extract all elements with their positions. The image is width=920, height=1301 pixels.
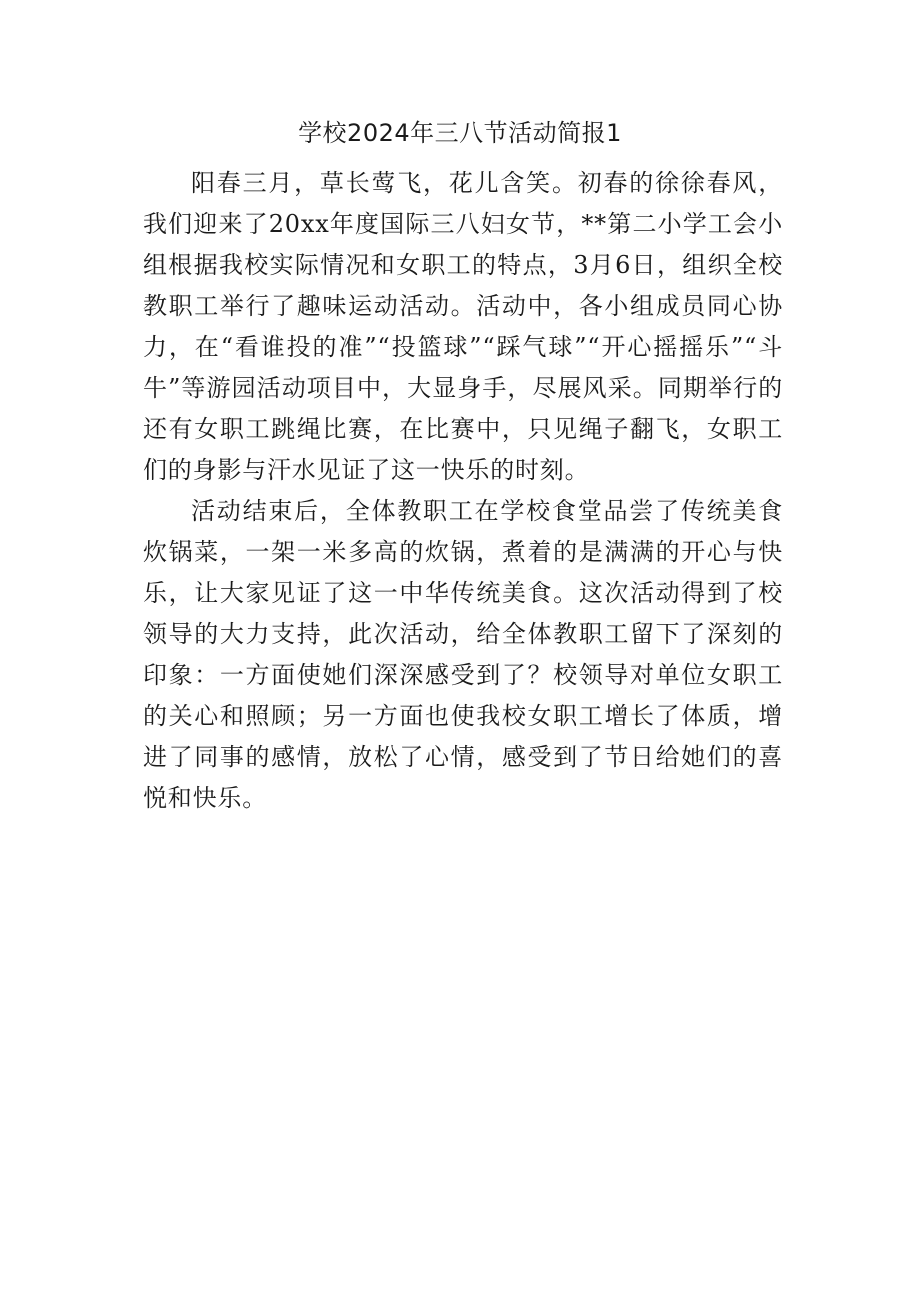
paragraph-2: 活动结束后，全体教职工在学校食堂品尝了传统美食炊锅菜，一架一米多高的炊锅，煮着的是满满的开心与快乐，让大家见证了这一中华传统美食。这次活动得到了校领导的大力支持，此次活动，给全体教职工留下了深刻的印象：一方面使她们深深感受到了？校领导对单位女职工的关心和照顾；另一方面也使我校女职工增长了体质，增进了同事的感情，放松了心情，感受到了节日给她们的喜悦和快乐。 [143,497,783,812]
paragraph-1: 阳春三月，草长莺飞，花儿含笑。初春的徐徐春风，我们迎来了20xx年度国际三八妇女节，**第二小学工会小组根据我校实际情况和女职工的特点，3月6日，组织全校教职工举行了趣味运动活动。活动中，各小组成员同心协力，在“看谁投的准”“投篮球”“踩气球”“开心摇摇乐”“斗牛”等游园活动项目中，大显身手，尽展风采。同期举行的还有女职工跳绳比赛，在比赛中，只见绳子翻飞，女职工们的身影与汗水见证了这一快乐的时刻。 [143,169,783,484]
document-body [143,163,783,819]
document-title: 学校2024年三八节活动简报1 [298,119,622,147]
